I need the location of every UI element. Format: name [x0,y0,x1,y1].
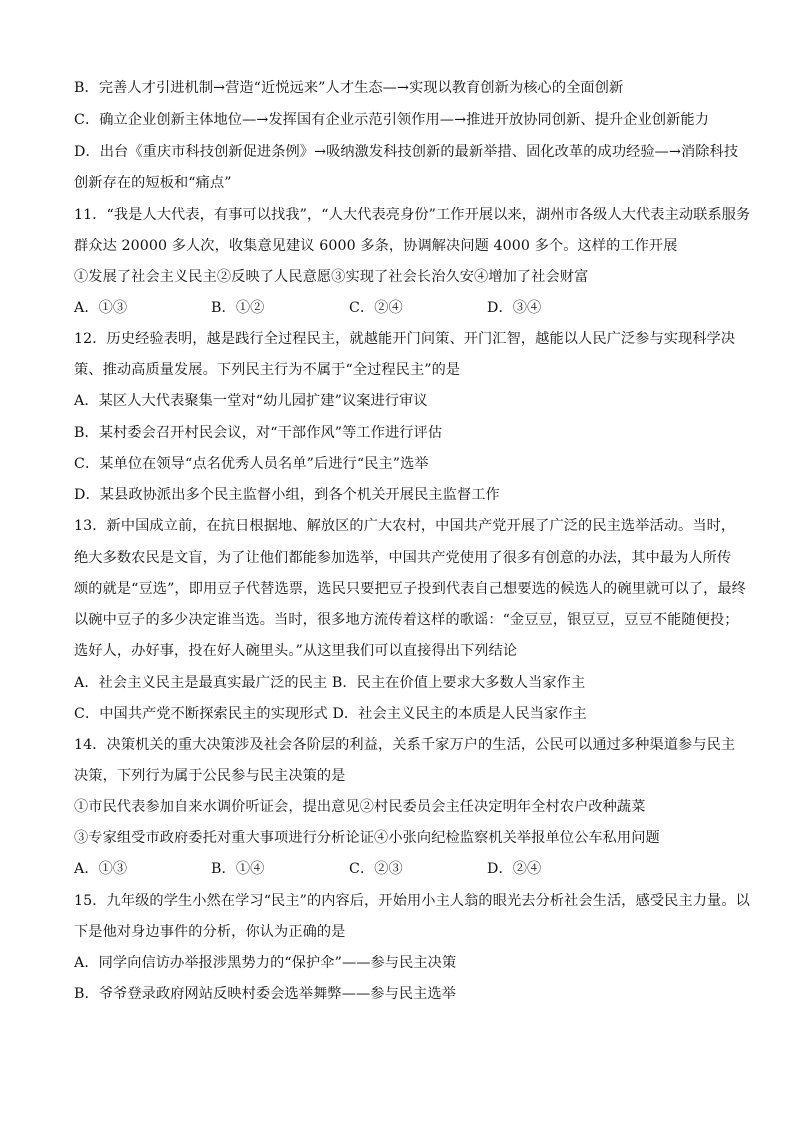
q11-option-a: A．①③ [74,300,128,316]
q13-stem-line1: 13．新中国成立前，在抗日根据地、解放区的广大农村，中国共产党开展了广泛的民主选举活动。当时， [74,518,736,534]
q10-option-c: C．确立企业创新主体地位—→发挥国有企业示范引领作用—→推进开放协同创新、提升企业创新能力 [74,112,710,128]
q13-stem-line2: 绝大多数农民是文盲，为了让他们都能参加选举，中国共产党使用了很多有创意的办法，其中最为人所传 [74,550,732,566]
q11-option-b: B．①② [211,300,265,316]
q15-option-b: B．爷爷登录政府网站反映村委会选举舞弊——参与民主选举 [74,986,457,1002]
q11-option-c: C．②④ [349,300,403,316]
q14-stem-line1: 14．决策机关的重大决策涉及社会各阶层的利益，关系千家万户的生活，公民可以通过多种渠道参与民主 [74,737,736,753]
q15-option-a: A．同学向信访办举报涉黑势力的“保护伞”——参与民主决策 [74,955,457,971]
q10-option-b: B．完善人才引进机制→营造“近悦远来”人才生态—→实现以教育创新为核心的全面创新 [74,80,624,96]
q13-stem-line3: 颂的就是“豆选”，即用豆子代替选票，选民只要把豆子投到代表自己想要选的候选人的碗里就可以了，最终 [74,581,746,597]
q12-option-a: A．某区人大代表聚集一堂对“幼儿园扩建”议案进行审议 [74,393,428,409]
q14-option-b: B．①④ [211,861,265,877]
q14-stem-line2: 决策，下列行为属于公民参与民主决策的是 [74,768,346,784]
q14-options [74,859,734,879]
q14-items-line2: ③专家组受市政府委托对重大事项进行分析论证④小张向纪检监察机关举报单位公车私用问题 [74,830,660,846]
q11-options [74,298,734,318]
q14-items-line1: ①市民代表参加自来水调价听证会，提出意见②村民委员会主任决定明年全村农户改种蔬菜 [74,799,646,815]
q11-option-d: D．③④ [487,300,542,316]
q15-stem-line1: 15．九年级的学生小然在学习“民主”的内容后，开始用小主人翁的眼光去分析社会生活，感受民主力量。以 [74,893,750,909]
q13-stem-line5: 选好人，办好事，投在好人碗里头。”从这里我们可以直接得出下列结论 [74,643,518,659]
q14-option-d: D．②④ [487,861,542,877]
q12-stem-line2: 策、推动高质量发展。下列民主行为不属于“全过程民主”的是 [74,362,461,378]
q12-stem-line1: 12．历史经验表明，越是践行全过程民主，就越能开门问策、开门汇智，越能以人民广泛参与实现科学决 [74,331,736,347]
q10-option-d-line1: D．出台《重庆市科技创新促进条例》→吸纳激发科技创新的最新举措、固化改革的成功经验—→消除科技 [74,144,739,160]
q12-option-b: B．某村委会召开村民会议，对“干部作风”等工作进行评估 [74,425,443,441]
q11-stem-line1: 11．“我是人大代表，有事可以找我”，“人大代表亮身份”工作开展以来，湖州市各级人大代表主动联系服务 [74,207,751,223]
q14-option-c: C．②③ [349,861,403,877]
q11-stem-line2: 群众达 20000 多人次，收集意见建议 6000 多条，协调解决问题 4000 多个。这样的工作开展 [74,238,678,254]
q13-stem-line4: 以碗中豆子的多少决定谁当选。当时，很多地方流传着这样的歌谣：“金豆豆，银豆豆，豆豆不能随便投； [74,612,739,628]
q13-options-cd: C．中国共产党不断探索民主的实现形式 D．社会主义民主的本质是人民当家作主 [74,706,587,722]
q12-option-c: C．某单位在领导“点名优秀人员名单”后进行“民主”选举 [74,456,429,472]
q12-option-d: D．某县政协派出多个民主监督小组，到各个机关开展民主监督工作 [74,487,500,503]
q13-options-ab: A．社会主义民主是最真实最广泛的民主 B．民主在价值上要求大多数人当家作主 [74,675,586,691]
q15-stem-line2: 下是他对身边事件的分析，你认为正确的是 [74,924,346,940]
q14-option-a: A．①③ [74,861,128,877]
q11-items: ①发展了社会主义民主②反映了人民意愿③实现了社会长治久安④增加了社会财富 [74,269,589,285]
q10-option-d-line2: 创新存在的短板和“痛点” [74,175,232,191]
